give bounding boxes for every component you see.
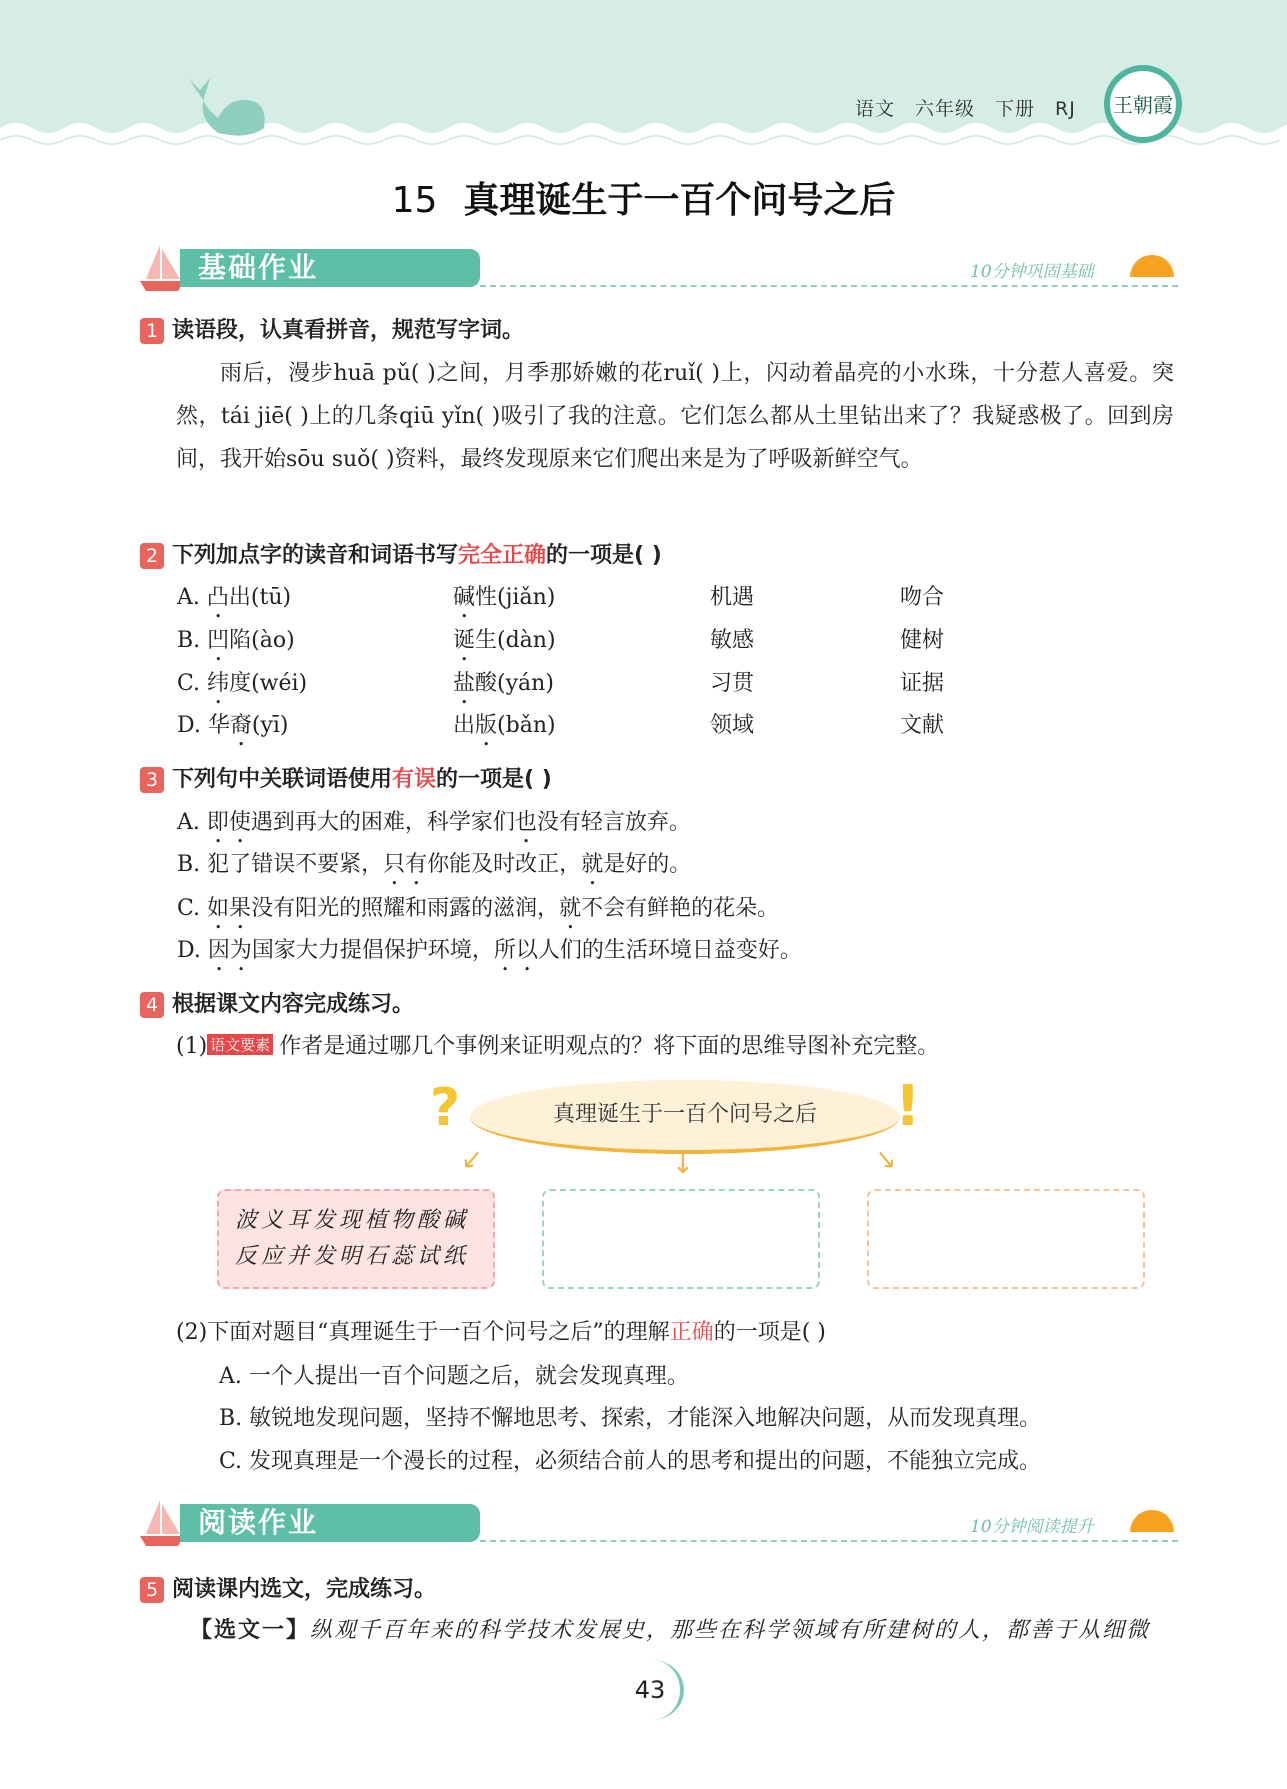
question-number-badge: 3 — [140, 767, 164, 793]
text-segment: 人们的生活环境日益变好。 — [537, 938, 802, 963]
text-segment: (bǎn) — [497, 713, 556, 738]
dotted-char: 盐 — [453, 671, 476, 696]
text-segment: 下列句中关联词语使用 — [172, 767, 393, 792]
text-segment: (2)下面对题目“真理诞生于一百个问号之后”的理解 — [176, 1320, 670, 1345]
q2-option-C-item-4 — [900, 666, 944, 697]
sailboat-icon — [140, 245, 184, 291]
excerpt-text: 纵观千百年来的科学技术发展史，那些在科学领域有所建树的人，都善于从细微 — [310, 1618, 1151, 1643]
question-mark-mascot-icon: ? — [430, 1078, 461, 1138]
dotted-char: 凸 — [206, 585, 229, 610]
text-segment: C. — [177, 671, 208, 696]
dotted-char: 只有 — [383, 852, 428, 877]
text-segment: 习贯 — [710, 671, 755, 696]
section-hint: 10分钟阅读提升 — [970, 1517, 1094, 1537]
text-segment: 阅读课内选文，完成练习。 — [172, 1577, 437, 1602]
section-label: 基础作业 — [180, 249, 480, 287]
q2-option-D-item-3 — [710, 708, 754, 739]
text-segment: 不会有鲜艳的花朵。 — [581, 896, 780, 921]
book-meta — [855, 94, 1096, 121]
text-segment: 没有轻言放弃。 — [536, 810, 691, 835]
q3-option-B — [177, 847, 691, 890]
sub2-option-a: A. 一个人提出一百个问题之后，就会发现真理。 — [219, 1364, 689, 1389]
question-number-badge: 1 — [140, 318, 164, 344]
question-2-prompt — [140, 538, 662, 569]
sun-icon — [1130, 255, 1174, 277]
sub-question-text: 作者是通过哪几个事例来证明观点的？将下面的思维导图补充完整。 — [279, 1034, 940, 1059]
page-number: 43 — [620, 1660, 684, 1720]
lesson-title-text: 真理诞生于一百个问号之后 — [463, 180, 896, 221]
q2-option-A-item-4 — [900, 580, 944, 611]
text-segment: 性(jiǎn) — [475, 585, 556, 610]
q2-option-D-item-2 — [453, 708, 556, 751]
highlight-text: 有误 — [392, 767, 437, 792]
highlight-text: 完全正确 — [458, 543, 547, 568]
excerpt-label: 【选文一】 — [190, 1618, 311, 1643]
dotted-char: 裔 — [229, 713, 252, 738]
text-segment: 生(dàn) — [475, 628, 556, 653]
text-segment: 出(tū) — [228, 585, 292, 610]
text-segment: C. — [177, 896, 208, 921]
question-4-sub2 — [176, 1315, 826, 1346]
arrow-down-right-icon: ↓ — [868, 1142, 905, 1180]
question-text — [172, 767, 552, 792]
sub-label: (1) — [176, 1034, 208, 1059]
q2-option-D-item-1 — [177, 708, 289, 751]
arrow-down-left-icon: ↓ — [452, 1142, 489, 1180]
mindmap-box-3-blank[interactable] — [867, 1189, 1145, 1289]
q3-option-D — [177, 933, 802, 976]
q2-option-C-item-3 — [710, 666, 754, 697]
text-segment: 读语段，认真看拼音，规范写字词。 — [172, 318, 525, 343]
text-segment: (yī) — [251, 713, 289, 738]
q2-option-C-item-2 — [453, 666, 554, 709]
question-number-badge: 5 — [140, 1577, 164, 1603]
q2-option-B-item-2 — [453, 623, 556, 666]
question-number-badge: 2 — [140, 543, 164, 569]
text-segment: 下列加点字的读音和词语书写 — [172, 543, 459, 568]
text-segment: A. — [177, 810, 207, 835]
mindmap-box-2-blank[interactable] — [542, 1189, 820, 1289]
lesson-number: 15 — [391, 180, 438, 221]
text-segment: 的一项是( ) — [713, 1320, 826, 1345]
sub2-option-b: B. 敏锐地发现问题，坚持不懈地思考、探索，才能深入地解决问题，从而发现真理。 — [219, 1406, 1042, 1431]
q2-option-A-item-1 — [177, 580, 291, 623]
question-4-sub1 — [176, 1029, 939, 1060]
question-text — [172, 318, 524, 343]
question-text — [172, 543, 662, 568]
text-segment: 的一项是( ) — [436, 767, 552, 792]
dotted-char: 就 — [581, 852, 604, 877]
section-label: 阅读作业 — [180, 1504, 480, 1542]
language-element-tag: 语文要素 — [207, 1034, 273, 1055]
dashed-divider — [480, 285, 1178, 287]
text-segment: 酸(yán) — [475, 671, 554, 696]
q2-option-B-item-3 — [710, 623, 754, 654]
question-4-prompt — [140, 987, 414, 1018]
text-segment: 陷(ào) — [229, 628, 295, 653]
section-hint: 10分钟巩固基础 — [970, 262, 1094, 282]
volume: 下册 — [995, 98, 1036, 120]
text-segment: 是好的。 — [603, 852, 692, 877]
text-segment: 敏感 — [710, 628, 755, 653]
question-number-badge: 4 — [140, 992, 164, 1018]
text-segment: 遇到再大的困难，科学家们 — [250, 810, 515, 835]
exclamation-mascot-icon: ! — [895, 1074, 921, 1139]
text-segment: 国家大力提倡保护环境， — [251, 938, 494, 963]
text-segment: D. 华 — [177, 713, 230, 738]
q3-option-C — [177, 891, 779, 934]
text-segment: 出 — [453, 713, 476, 738]
grade: 六年级 — [915, 98, 976, 120]
q2-option-D-item-4 — [900, 708, 944, 739]
question-text — [172, 992, 414, 1017]
text-segment: 文献 — [900, 713, 945, 738]
excerpt-1 — [190, 1613, 1150, 1644]
sub2-option-c: C. 发现真理是一个漫长的过程，必须结合前人的思考和提出的问题，不能独立完成。 — [219, 1449, 1042, 1474]
text-segment: 你能及时改正， — [427, 852, 582, 877]
question-5-prompt — [140, 1572, 436, 1603]
q2-option-B-item-4 — [900, 623, 944, 654]
sun-icon — [1130, 1510, 1174, 1532]
text-segment: 没有阳光的照耀和雨露的滋润， — [251, 896, 560, 921]
dotted-char: 因为 — [207, 938, 252, 963]
sailboat-icon — [140, 1500, 184, 1546]
question-1-prompt — [140, 313, 524, 344]
dotted-char: 版 — [475, 713, 498, 738]
q2-option-A-item-3 — [710, 580, 754, 611]
text-segment: 度(wéi) — [229, 671, 308, 696]
question-1-passage: 雨后，漫步huā pǔ( )之间，月季那娇嫩的花ruǐ( )上，闪动着晶亮的小水珠，十分惹人喜爱。突然，tái jiē( )上的几条qiū yǐn( )吸引了我的注意。它们怎么都从土里钻出来了？我疑惑极了。回到房间，我开始sōu suǒ( )资料，最终发现原来它们爬出来是为了呼吸新鲜空气。 — [176, 361, 1174, 472]
text-segment: 健树 — [900, 628, 945, 653]
dotted-char: 碱 — [453, 585, 476, 610]
dotted-char: 凹 — [207, 628, 230, 653]
edition: RJ — [1055, 98, 1076, 120]
text-segment: D. — [177, 938, 208, 963]
text-segment: 吻合 — [900, 585, 945, 610]
text-segment: 领域 — [710, 713, 755, 738]
q2-option-A-item-2 — [453, 580, 555, 623]
q2-option-C-item-1 — [177, 666, 307, 709]
q3-option-A — [177, 805, 691, 848]
text-segment: 证据 — [900, 671, 945, 696]
whale-icon — [178, 78, 278, 148]
text-segment: B. 犯了错误不要紧， — [177, 852, 384, 877]
text-segment: A. — [177, 585, 207, 610]
dotted-char: 纬 — [207, 671, 230, 696]
text-segment: 的一项是( ) — [546, 543, 662, 568]
question-text — [172, 1577, 436, 1602]
question-3-prompt — [140, 762, 552, 793]
arrow-down-icon: ↓ — [672, 1150, 694, 1180]
highlight-text: 正确 — [669, 1320, 714, 1345]
dotted-char: 诞 — [453, 628, 476, 653]
dotted-char: 所以 — [493, 938, 538, 963]
dotted-char: 如果 — [207, 896, 252, 921]
q2-option-B-item-1 — [177, 623, 295, 666]
section-banner-reading — [140, 1500, 1180, 1546]
lesson-title — [0, 172, 1287, 223]
dotted-char: 即使 — [206, 810, 251, 835]
text-segment: 机遇 — [710, 585, 755, 610]
brand-logo — [1104, 60, 1182, 144]
section-banner-basic — [140, 245, 1180, 291]
mindmap-box-1: 波义耳发现植物酸碱反应并发明石蕊试纸 — [217, 1189, 495, 1289]
text-segment: B. — [177, 628, 208, 653]
dashed-divider — [480, 1540, 1178, 1542]
text-segment: 根据课文内容完成练习。 — [172, 992, 415, 1017]
dotted-char: 也 — [514, 810, 537, 835]
subject: 语文 — [855, 98, 896, 120]
svg-text:王朝霞: 王朝霞 — [1113, 93, 1173, 117]
dotted-char: 就 — [559, 896, 582, 921]
mindmap-center: 真理诞生于一百个问号之后 — [470, 1080, 900, 1154]
